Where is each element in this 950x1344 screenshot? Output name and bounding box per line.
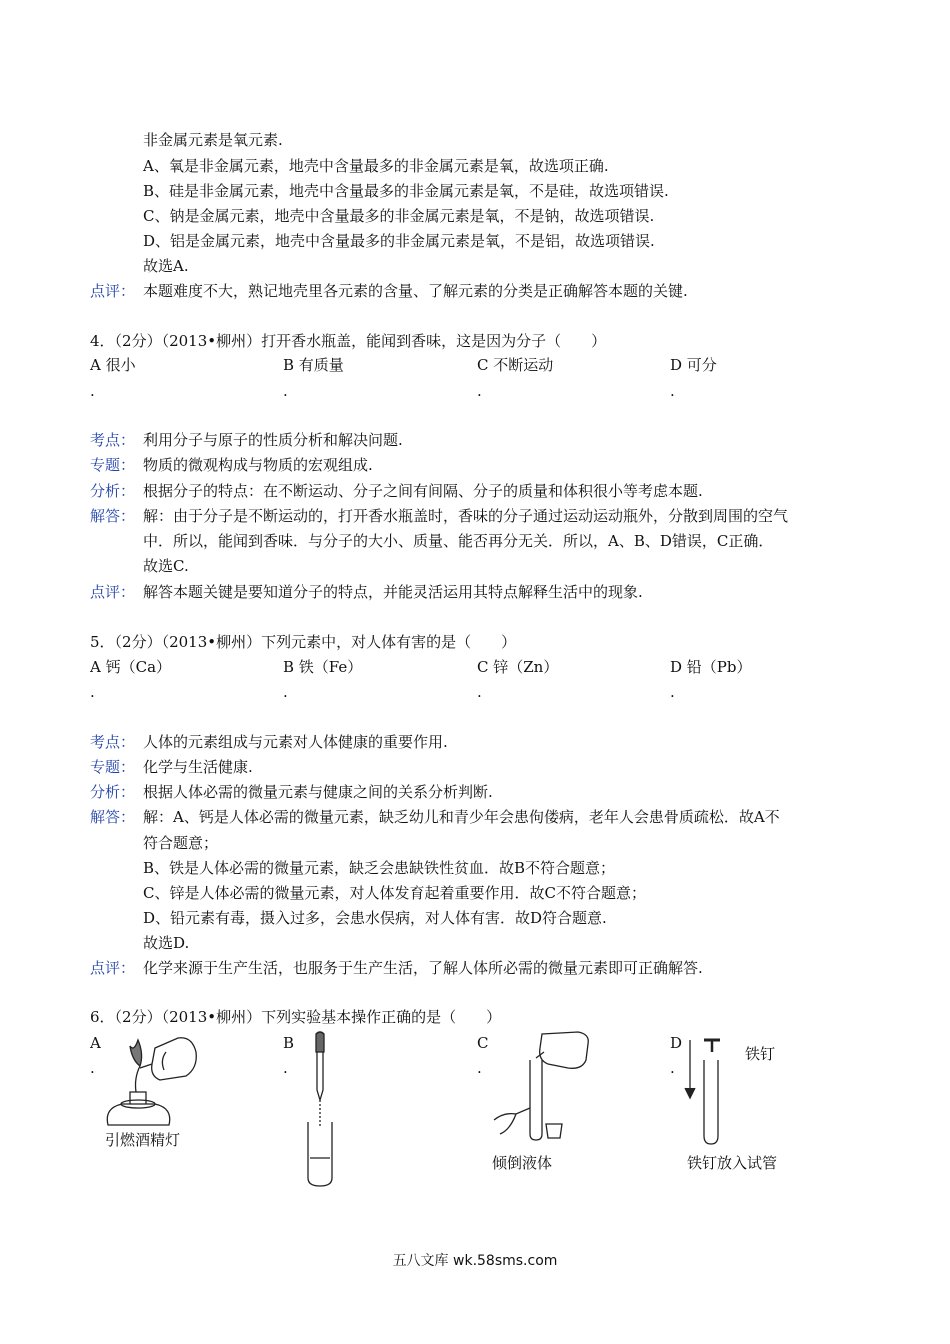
q5-option-c: C 锌（Zn） xyxy=(477,658,559,676)
q5-option-d: D 铅（Pb） xyxy=(670,658,752,676)
q4-option-c: C 不断运动 xyxy=(477,356,554,374)
q3-comment: 本题难度不大，熟记地壳里各元素的含量、了解元素的分类是正确解答本题的关键. xyxy=(143,282,688,300)
q4-jieda-2: 中．所以，能闻到香味．与分子的大小、质量、能否再分无关．所以，A、B、D错误，C正确． xyxy=(143,532,774,550)
q5-dianping: 化学来源于生产生活，也服务于生产生活，了解人体所必需的微量元素即可正确解答. xyxy=(143,959,703,977)
q5-stem: 5．（2分）（2013•柳州）下列元素中，对人体有害的是（ ） xyxy=(90,633,517,651)
q5-dot-d: . xyxy=(670,683,675,701)
q5-zhuanti-tag: 专题： xyxy=(90,758,136,776)
q5-option-a: A 钙（Ca） xyxy=(90,658,172,676)
q6-dot-b: . xyxy=(283,1059,288,1077)
q5-dot-b: . xyxy=(283,683,288,701)
q3-line-2: A、氧是非金属元素，地壳中含量最多的非金属元素是氧，故选项正确. xyxy=(143,157,609,175)
q4-kaodian-tag: 考点： xyxy=(90,431,136,449)
q4-dot-a: . xyxy=(90,382,95,400)
figure-d-nail-tube xyxy=(680,1030,740,1150)
q5-jieda-2: 符合题意； xyxy=(143,834,219,852)
figure-d-nail-label: 铁钉 xyxy=(745,1045,776,1063)
q6-letter-a: A xyxy=(90,1034,101,1052)
q4-dot-c: . xyxy=(477,382,482,400)
q6-letter-d: D xyxy=(670,1034,683,1052)
q4-fenxi: 根据分子的特点：在不断运动、分子之间有间隔、分子的质量和体积很小等考虑本题. xyxy=(143,482,703,500)
q6-letter-b: B xyxy=(283,1034,295,1052)
q6-dot-d: . xyxy=(670,1059,675,1077)
q4-dianping: 解答本题关键是要知道分子的特点，并能灵活运用其特点解释生活中的现象. xyxy=(143,583,643,601)
q4-dianping-tag: 点评： xyxy=(90,583,136,601)
q5-zhuanti: 化学与生活健康. xyxy=(143,758,253,776)
figure-a-alcohol-lamp xyxy=(100,1030,210,1130)
q4-dot-d: . xyxy=(670,382,675,400)
q5-dot-c: . xyxy=(477,683,482,701)
q4-stem: 4．（2分）（2013•柳州）打开香水瓶盖，能闻到香味，这是因为分子（ ） xyxy=(90,332,607,350)
q5-dot-a: . xyxy=(90,683,95,701)
footer-watermark: 五八文库 wk.58sms.com xyxy=(392,1253,558,1269)
q5-jieda-3: B、铁是人体必需的微量元素，缺乏会患缺铁性贫血．故B不符合题意； xyxy=(143,859,616,877)
q3-line-1: 非金属元素是氧元素. xyxy=(143,131,283,149)
figure-d-caption: 铁钉放入试管 xyxy=(687,1154,778,1172)
q3-line-5: D、铝是金属元素，地壳中含量最多的非金属元素是氧，不是铝，故选项错误. xyxy=(143,232,655,250)
figure-b-dropper xyxy=(290,1030,350,1190)
q4-jieda-3: 故选C. xyxy=(143,557,189,575)
q5-fenxi: 根据人体必需的微量元素与健康之间的关系分析判断. xyxy=(143,783,493,801)
q4-zhuanti: 物质的微观构成与物质的宏观组成. xyxy=(143,456,373,474)
q5-jieda-5: D、铅元素有毒，摄入过多，会患水俣病，对人体有害．故D符合题意. xyxy=(143,909,607,927)
q4-jieda-tag: 解答： xyxy=(90,507,136,525)
q4-option-a: A 很小 xyxy=(90,356,136,374)
q4-kaodian: 利用分子与原子的性质分析和解决问题. xyxy=(143,431,403,449)
q6-letter-c: C xyxy=(477,1034,489,1052)
figure-c-pouring xyxy=(490,1030,600,1150)
q3-comment-tag: 点评： xyxy=(90,282,136,300)
q4-option-d: D 可分 xyxy=(670,356,717,374)
q4-option-b: B 有质量 xyxy=(283,356,344,374)
q5-jieda-tag: 解答： xyxy=(90,808,136,826)
figure-a-caption: 引燃酒精灯 xyxy=(105,1131,181,1149)
q6-dot-a: . xyxy=(90,1059,95,1077)
q6-dot-c: . xyxy=(477,1059,482,1077)
q5-jieda-1: 解：A、钙是人体必需的微量元素，缺乏幼儿和青少年会患佝偻病，老年人会患骨质疏松．故A不 xyxy=(143,808,780,826)
q4-dot-b: . xyxy=(283,382,288,400)
q5-fenxi-tag: 分析： xyxy=(90,783,136,801)
q4-fenxi-tag: 分析： xyxy=(90,482,136,500)
q5-jieda-6: 故选D. xyxy=(143,934,190,952)
q3-line-3: B、硅是非金属元素，地壳中含量最多的非金属元素是氧，不是硅，故选项错误. xyxy=(143,182,669,200)
q4-jieda-1: 解：由于分子是不断运动的，打开香水瓶盖时，香味的分子通过运动运动瓶外，分散到周围的空气 xyxy=(143,507,789,525)
q5-kaodian-tag: 考点： xyxy=(90,733,136,751)
q3-line-6: 故选A. xyxy=(143,257,189,275)
q3-line-4: C、钠是金属元素，地壳中含量最多的非金属元素是氧，不是钠，故选项错误. xyxy=(143,207,655,225)
q4-zhuanti-tag: 专题： xyxy=(90,456,136,474)
q5-jieda-4: C、锌是人体必需的微量元素，对人体发育起着重要作用．故C不符合题意； xyxy=(143,884,646,902)
q6-stem: 6．（2分）（2013•柳州）下列实验基本操作正确的是（ ） xyxy=(90,1008,502,1026)
q5-option-b: B 铁（Fe） xyxy=(283,658,363,676)
q5-dianping-tag: 点评： xyxy=(90,959,136,977)
q5-kaodian: 人体的元素组成与元素对人体健康的重要作用. xyxy=(143,733,448,751)
figure-c-caption: 倾倒液体 xyxy=(492,1154,553,1172)
